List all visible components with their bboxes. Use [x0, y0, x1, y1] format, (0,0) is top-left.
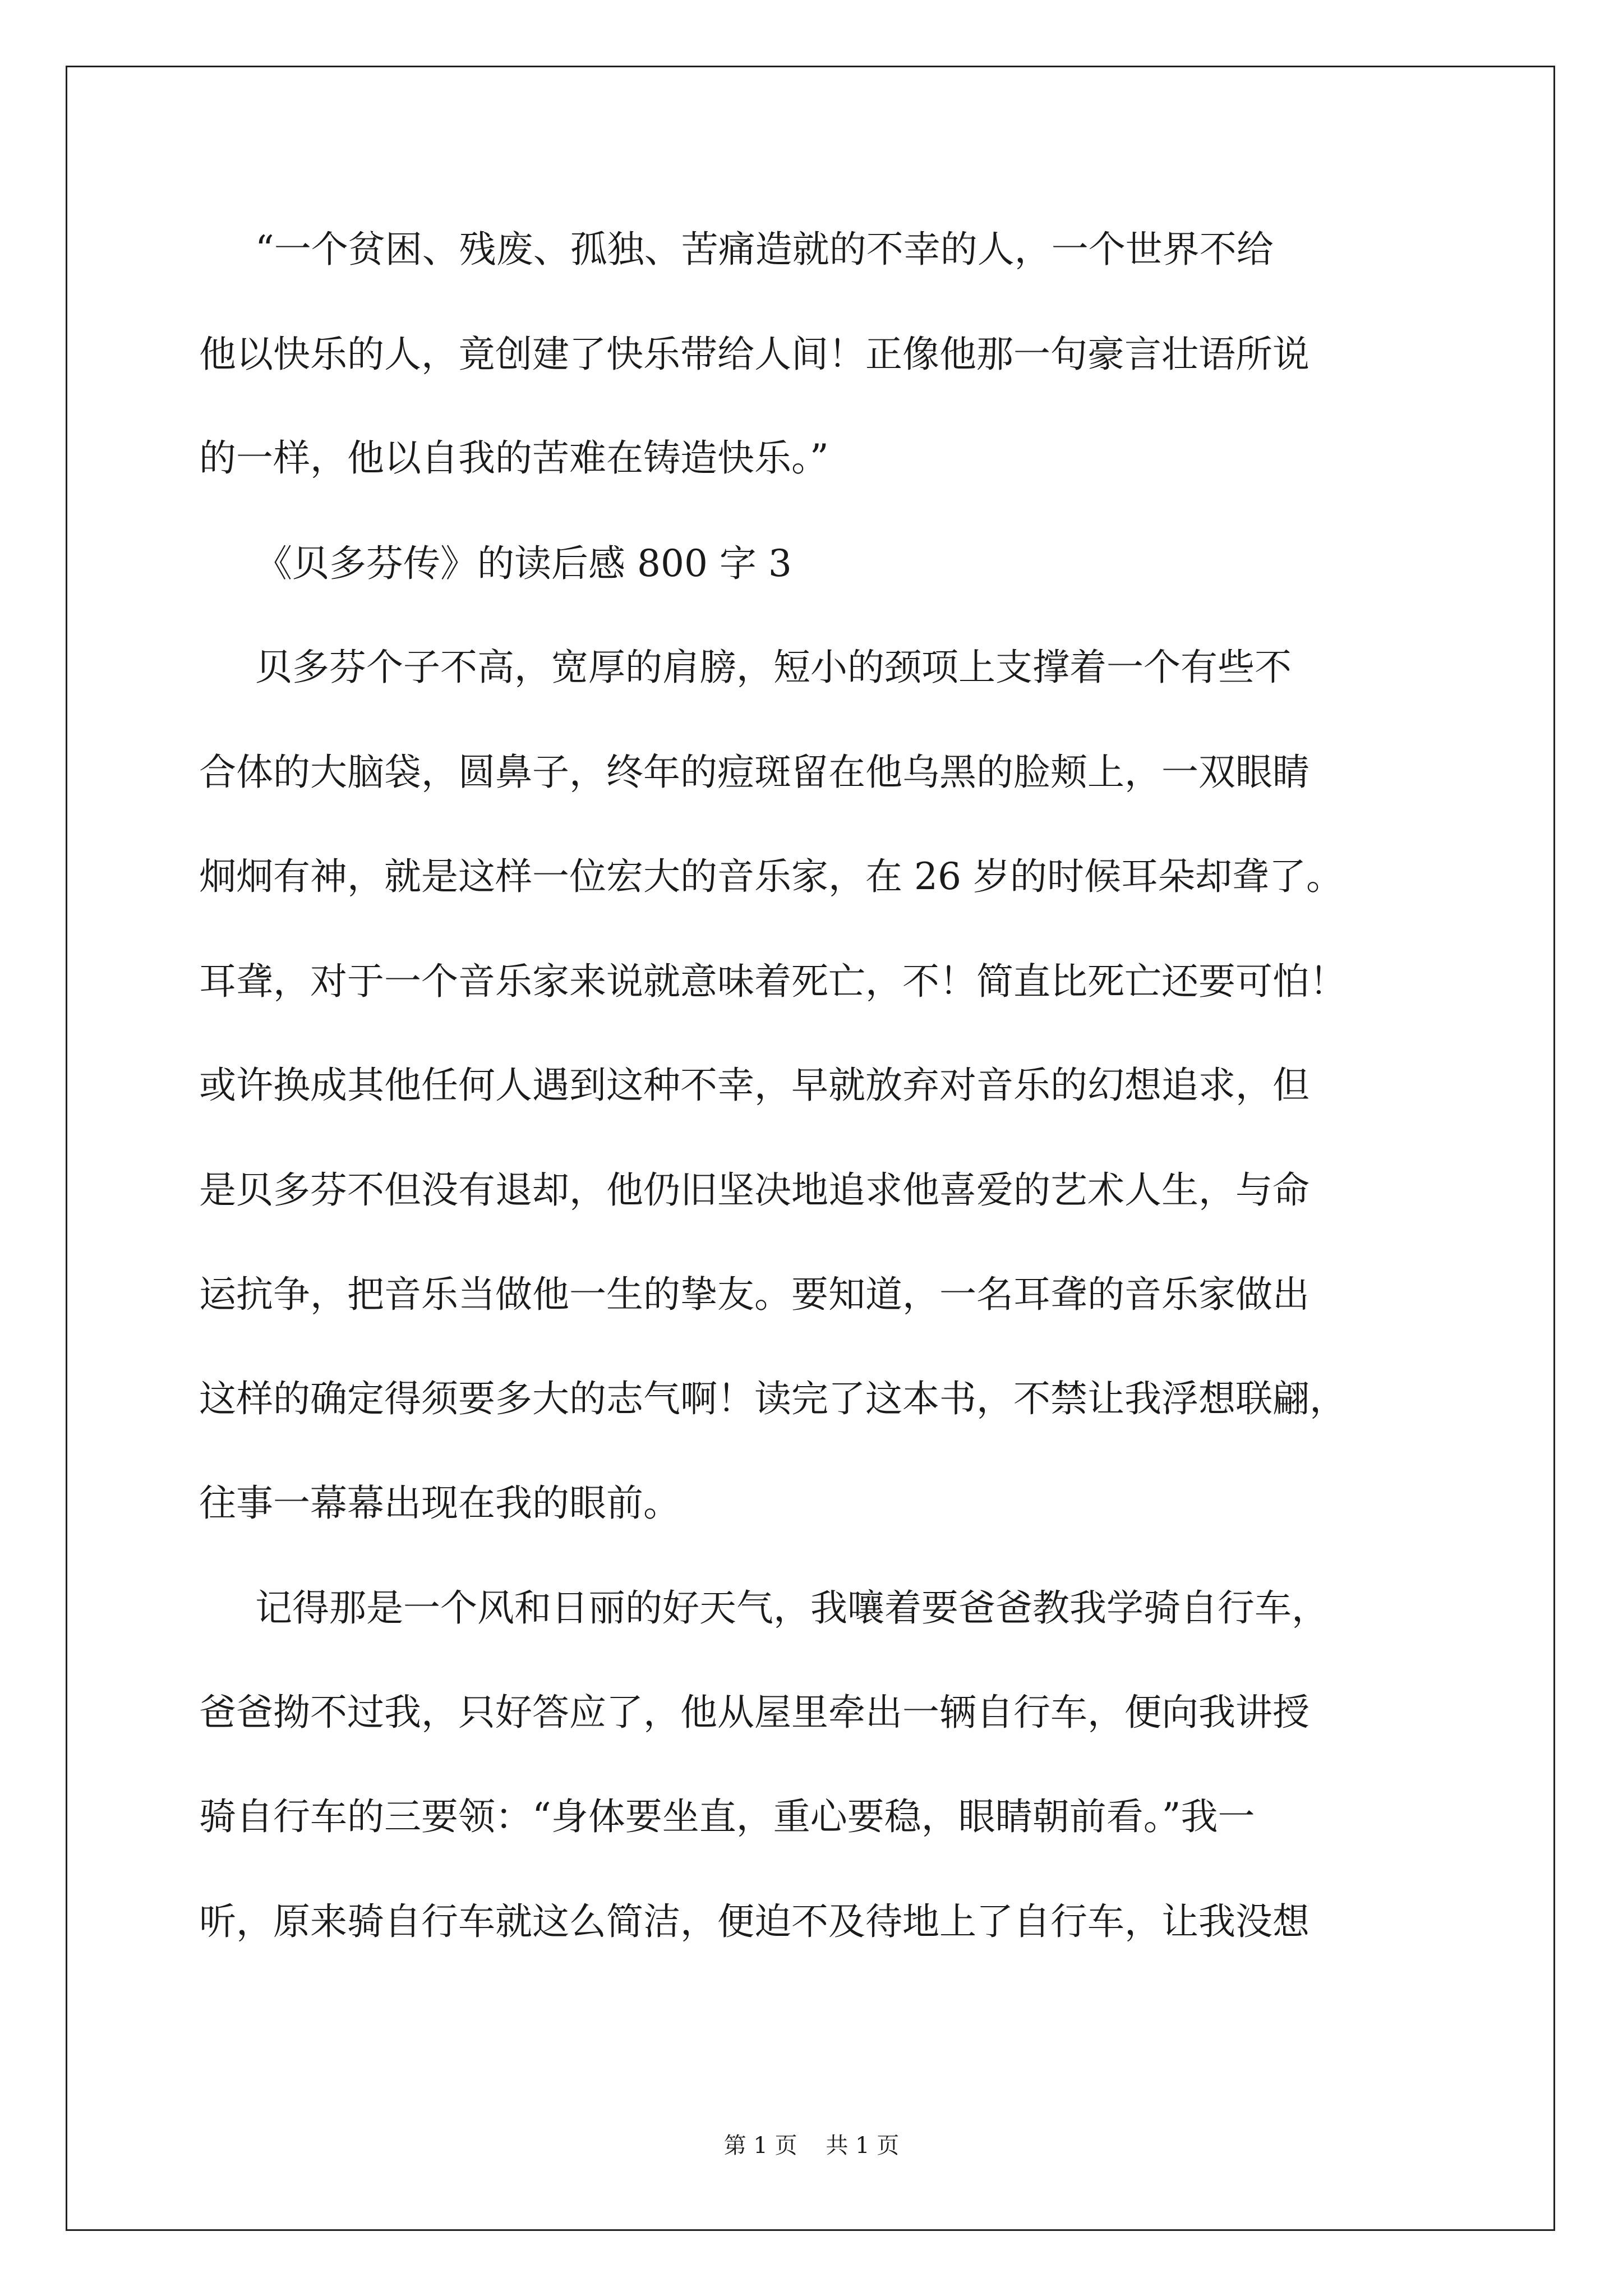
section-heading: 《贝多芬传》的读后感 800 字 3	[255, 542, 792, 585]
text-line: 骑自行车的三要领：“身体要坐直，重心要稳，眼睛朝前看。”我一	[199, 1795, 1255, 1838]
text-line: “一个贫困、残废、孤独、苦痛造就的不幸的人，一个世界不给	[255, 228, 1274, 271]
text-line: 合体的大脑袋，圆鼻子，终年的痘斑留在他乌黑的脸颊上，一双眼睛	[199, 751, 1310, 794]
text-line: 记得那是一个风和日丽的好天气，我嚷着要爸爸教我学骑自行车，	[255, 1586, 1329, 1630]
text-line: 贝多芬个子不高，宽厚的肩膀，短小的颈项上支撑着一个有些不	[255, 646, 1292, 689]
text-line: 这样的确定得须要多大的志气啊！读完了这本书，不禁让我浮想联翩，	[199, 1377, 1347, 1420]
text-line: 或许换成其他任何人遇到这种不幸，早就放弃对音乐的幻想追求，但	[199, 1064, 1310, 1107]
text-line: 炯炯有神，就是这样一位宏大的音乐家，在 26 岁的时候耳朵却聋了。	[199, 855, 1343, 898]
text-line: 是贝多芬不但没有退却，他仍旧坚决地追求他喜爱的艺术人生，与命	[199, 1168, 1310, 1212]
text-line: 爸爸拗不过我，只好答应了，他从屋里牵出一辆自行车，便向我讲授	[199, 1691, 1310, 1734]
text-line: 听，原来骑自行车就这么简洁，便迫不及待地上了自行车，让我没想	[199, 1900, 1310, 1943]
text-line: 运抗争，把音乐当做他一生的挚友。要知道，一名耳聋的音乐家做出	[199, 1273, 1310, 1316]
page-footer: 第 1 页 共 1 页	[723, 2133, 900, 2159]
text-line: 往事一幕幕出现在我的眼前。	[199, 1481, 680, 1525]
text-line: 的一样，他以自我的苦难在铸造快乐。”	[199, 436, 829, 480]
text-line: 他以快乐的人，竟创建了快乐带给人间！正像他那一句豪言壮语所说	[199, 333, 1310, 376]
text-line: 耳聋，对于一个音乐家来说就意味着死亡，不！简直比死亡还要可怕！	[199, 960, 1347, 1003]
